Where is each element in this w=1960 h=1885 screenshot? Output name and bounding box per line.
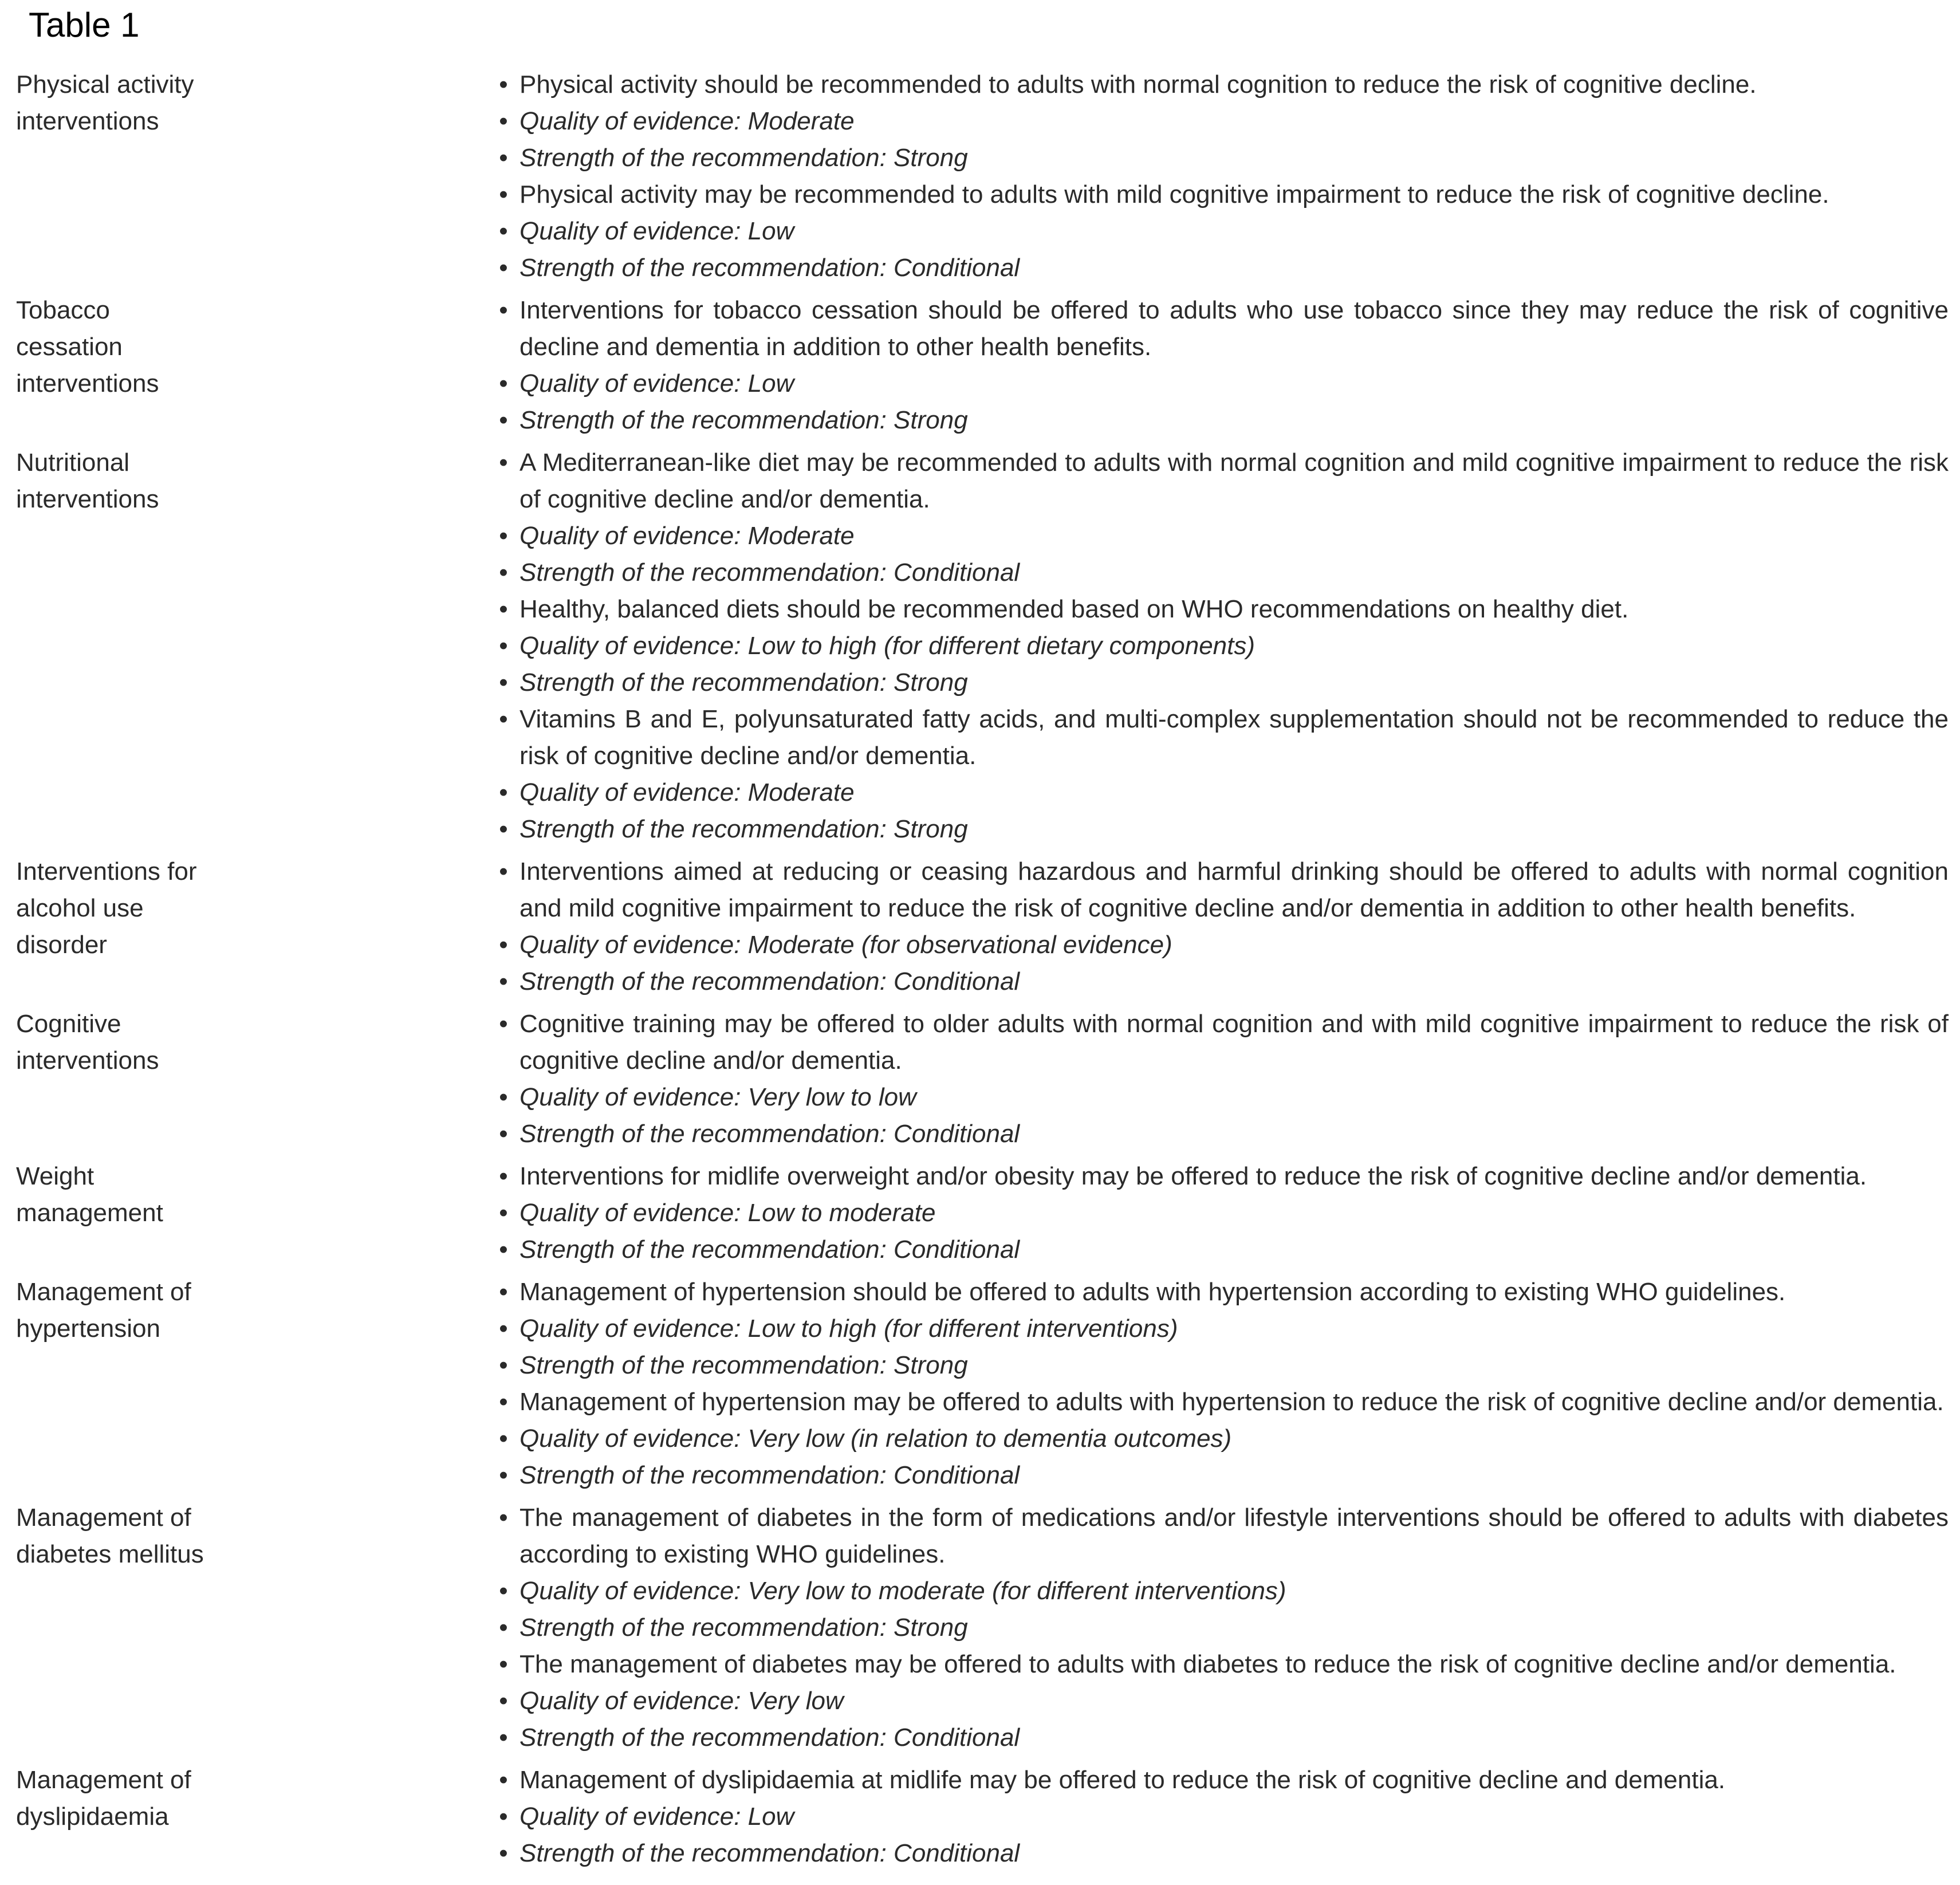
- recommendation-detail: [493, 1683, 1949, 1719]
- recommendation-detail: [493, 365, 1949, 402]
- recommendation-statement: [493, 1762, 1949, 1799]
- recommendation-detail: [493, 774, 1949, 811]
- recommendation-text: Quality of evidence: Moderate (for observational evidence): [519, 931, 1172, 959]
- recommendation-list: [493, 292, 1960, 439]
- recommendation-text: Physical activity may be recommended to adults with mild cognitive impairment to reduce the risk of cognitive decline.: [519, 180, 1829, 208]
- recommendation-text: Strength of the recommendation: Strong: [519, 406, 968, 434]
- recommendation-detail: [493, 1116, 1949, 1152]
- recommendation-text: A Mediterranean-like diet may be recommended to adults with normal cognition and mild cognitive impairment to reduce the risk of cognitive decline and/or dementia.: [519, 448, 1949, 513]
- recommendation-text: Strength of the recommendation: Strong: [519, 1614, 968, 1642]
- category-cell: [0, 292, 493, 402]
- recommendation-detail: [493, 1347, 1949, 1384]
- recommendations-table: [0, 66, 1960, 1878]
- bullet-icon: •: [499, 778, 508, 806]
- recommendation-statement: [493, 1646, 1949, 1683]
- recommendation-detail: [493, 1609, 1949, 1646]
- bullet-icon: •: [499, 107, 508, 135]
- recommendation-text: Strength of the recommendation: Conditional: [519, 1235, 1020, 1264]
- table-row: [0, 1006, 1960, 1158]
- recommendation-statement: [493, 292, 1949, 365]
- category-label: Weight management: [16, 1162, 163, 1227]
- recommendation-statement: [493, 1384, 1949, 1420]
- category-label: Interventions for alcohol use disorder: [16, 857, 197, 959]
- category-cell: [0, 853, 493, 963]
- recommendation-list: [493, 1762, 1960, 1872]
- recommendation-detail: [493, 1799, 1949, 1835]
- recommendation-list: [493, 66, 1960, 286]
- recommendation-list: [493, 1158, 1960, 1268]
- bullet-icon: •: [499, 1120, 508, 1148]
- bullet-icon: •: [499, 1278, 508, 1306]
- category-label: Management of dyslipidaemia: [16, 1766, 191, 1831]
- recommendation-text: Quality of evidence: Moderate: [519, 107, 855, 135]
- recommendation-text: Interventions for midlife overweight and/or obesity may be offered to reduce the risk of cognitive decline and/or dementia.: [519, 1162, 1867, 1190]
- table-row: [0, 1274, 1960, 1500]
- recommendation-text: Strength of the recommendation: Conditional: [519, 1120, 1020, 1148]
- recommendation-detail: [493, 1835, 1949, 1872]
- bullet-icon: •: [499, 857, 508, 886]
- category-label: Cognitive interventions: [16, 1010, 159, 1075]
- recommendation-text: Vitamins B and E, polyunsaturated fatty acids, and multi-complex supplementation should not be recommended to reduce the risk of cognitive decline and/or dementia.: [519, 705, 1949, 770]
- bullet-icon: •: [499, 406, 508, 434]
- recommendation-detail: [493, 1573, 1949, 1609]
- recommendation-text: Strength of the recommendation: Conditional: [519, 1839, 1020, 1867]
- bullet-icon: •: [499, 1839, 508, 1867]
- recommendation-detail: [493, 554, 1949, 591]
- recommendation-statement: [493, 1158, 1949, 1195]
- bullet-icon: •: [499, 369, 508, 398]
- bullet-icon: •: [499, 1388, 508, 1416]
- bullet-icon: •: [499, 705, 508, 733]
- bullet-icon: •: [499, 448, 508, 477]
- recommendation-statement: [493, 1006, 1949, 1079]
- bullet-icon: •: [499, 632, 508, 660]
- bullet-icon: •: [499, 1723, 508, 1752]
- bullet-icon: •: [499, 1803, 508, 1831]
- bullet-icon: •: [499, 1614, 508, 1642]
- bullet-icon: •: [499, 1687, 508, 1715]
- recommendation-text: Physical activity should be recommended to adults with normal cognition to reduce the risk of cognitive decline.: [519, 70, 1757, 99]
- recommendation-detail: [493, 140, 1949, 176]
- recommendation-text: Quality of evidence: Moderate: [519, 522, 855, 550]
- recommendation-statement: [493, 591, 1949, 628]
- bullet-icon: •: [499, 180, 508, 208]
- category-cell: [0, 1006, 493, 1079]
- bullet-icon: •: [499, 931, 508, 959]
- recommendation-detail: [493, 1420, 1949, 1457]
- category-cell: [0, 1274, 493, 1347]
- recommendation-statement: [493, 66, 1949, 103]
- table-row: [0, 1500, 1960, 1762]
- category-label: Tobacco cessation interventions: [16, 296, 159, 398]
- recommendation-detail: [493, 402, 1949, 439]
- table-title: Table 1: [29, 6, 140, 44]
- recommendation-text: Quality of evidence: Low: [519, 1803, 794, 1831]
- recommendation-text: Strength of the recommendation: Conditional: [519, 1723, 1020, 1752]
- recommendation-detail: [493, 103, 1949, 140]
- recommendation-text: Interventions aimed at reducing or ceasing hazardous and harmful drinking should be offered to adults with normal cognition and mild cognitive impairment to reduce the risk of cognitive decline and/or dementia in addition to other health benefits.: [519, 857, 1949, 922]
- bullet-icon: •: [499, 967, 508, 995]
- bullet-icon: •: [499, 1766, 508, 1794]
- bullet-icon: •: [499, 217, 508, 245]
- category-cell: [0, 1158, 493, 1231]
- recommendation-text: The management of diabetes in the form of medications and/or lifestyle interventions should be offered to adults with diabetes according to existing WHO guidelines.: [519, 1504, 1949, 1568]
- recommendation-detail: [493, 1719, 1949, 1756]
- recommendation-detail: [493, 1231, 1949, 1268]
- recommendation-detail: [493, 927, 1949, 963]
- bullet-icon: •: [499, 1504, 508, 1532]
- recommendation-text: Quality of evidence: Moderate: [519, 778, 855, 806]
- category-cell: [0, 444, 493, 518]
- recommendation-statement: [493, 701, 1949, 774]
- recommendation-statement: [493, 176, 1949, 213]
- category-label: Physical activity interventions: [16, 70, 194, 135]
- bullet-icon: •: [499, 70, 508, 99]
- recommendation-text: Strength of the recommendation: Conditional: [519, 1461, 1020, 1489]
- recommendation-detail: [493, 1079, 1949, 1116]
- recommendation-detail: [493, 963, 1949, 1000]
- table-row: [0, 1158, 1960, 1274]
- bullet-icon: •: [499, 1461, 508, 1489]
- recommendation-statement: [493, 1500, 1949, 1573]
- recommendation-text: Interventions for tobacco cessation should be offered to adults who use tobacco since they may reduce the risk of cognitive decline and dementia in addition to other health benefits.: [519, 296, 1949, 361]
- recommendation-detail: [493, 811, 1949, 848]
- recommendation-detail: [493, 664, 1949, 701]
- bullet-icon: •: [499, 296, 508, 324]
- category-cell: [0, 1500, 493, 1573]
- recommendation-text: Strength of the recommendation: Conditional: [519, 254, 1020, 282]
- bullet-icon: •: [499, 1315, 508, 1343]
- recommendation-text: Strength of the recommendation: Conditional: [519, 967, 1020, 995]
- table-row: [0, 853, 1960, 1006]
- bullet-icon: •: [499, 595, 508, 623]
- table-row: [0, 1762, 1960, 1878]
- recommendation-statement: [493, 444, 1949, 518]
- recommendation-text: Management of dyslipidaemia at midlife may be offered to reduce the risk of cognitive decline and dementia.: [519, 1766, 1726, 1794]
- bullet-icon: •: [499, 668, 508, 696]
- recommendation-text: Quality of evidence: Very low: [519, 1687, 844, 1715]
- table-row: [0, 66, 1960, 292]
- recommendation-list: [493, 1500, 1960, 1756]
- recommendation-detail: [493, 518, 1949, 554]
- recommendation-list: [493, 853, 1960, 1000]
- recommendation-detail: [493, 1195, 1949, 1231]
- recommendation-detail: [493, 1457, 1949, 1494]
- recommendation-list: [493, 1006, 1960, 1152]
- recommendation-statement: [493, 853, 1949, 927]
- recommendation-text: Quality of evidence: Very low (in relation to dementia outcomes): [519, 1424, 1232, 1453]
- recommendation-text: Healthy, balanced diets should be recommended based on WHO recommendations on healthy diet.: [519, 595, 1629, 623]
- recommendation-text: Strength of the recommendation: Strong: [519, 668, 968, 696]
- bullet-icon: •: [499, 558, 508, 587]
- recommendation-detail: [493, 250, 1949, 286]
- recommendation-text: Strength of the recommendation: Strong: [519, 1351, 968, 1379]
- recommendation-text: Quality of evidence: Very low to low: [519, 1083, 916, 1111]
- category-label: Management of diabetes mellitus: [16, 1504, 204, 1568]
- bullet-icon: •: [499, 1199, 508, 1227]
- recommendation-text: Management of hypertension should be offered to adults with hypertension according to existing WHO guidelines.: [519, 1278, 1786, 1306]
- category-cell: [0, 1762, 493, 1835]
- recommendation-text: Quality of evidence: Low to high (for different interventions): [519, 1315, 1178, 1343]
- bullet-icon: •: [499, 522, 508, 550]
- recommendation-text: Quality of evidence: Very low to moderate (for different interventions): [519, 1577, 1286, 1605]
- recommendation-text: Strength of the recommendation: Conditional: [519, 558, 1020, 587]
- category-label: Nutritional interventions: [16, 448, 159, 513]
- bullet-icon: •: [499, 254, 508, 282]
- recommendation-text: Strength of the recommendation: Strong: [519, 815, 968, 843]
- bullet-icon: •: [499, 1162, 508, 1190]
- bullet-icon: •: [499, 1424, 508, 1453]
- bullet-icon: •: [499, 1577, 508, 1605]
- table-row: [0, 444, 1960, 853]
- table-row: [0, 292, 1960, 444]
- recommendation-text: Management of hypertension may be offered to adults with hypertension to reduce the risk of cognitive decline and/or dementia.: [519, 1388, 1944, 1416]
- recommendation-text: Quality of evidence: Low: [519, 369, 794, 398]
- recommendation-text: Strength of the recommendation: Strong: [519, 144, 968, 172]
- recommendation-list: [493, 444, 1960, 848]
- category-cell: [0, 66, 493, 140]
- recommendation-text: Quality of evidence: Low to high (for different dietary components): [519, 632, 1255, 660]
- recommendation-detail: [493, 1311, 1949, 1347]
- bullet-icon: •: [499, 1351, 508, 1379]
- bullet-icon: •: [499, 815, 508, 843]
- bullet-icon: •: [499, 1010, 508, 1038]
- bullet-icon: •: [499, 144, 508, 172]
- recommendation-text: Quality of evidence: Low to moderate: [519, 1199, 936, 1227]
- category-label: Management of hypertension: [16, 1278, 191, 1343]
- bullet-icon: •: [499, 1083, 508, 1111]
- bullet-icon: •: [499, 1650, 508, 1678]
- recommendation-text: Quality of evidence: Low: [519, 217, 794, 245]
- recommendation-statement: [493, 1274, 1949, 1311]
- recommendation-text: The management of diabetes may be offered to adults with diabetes to reduce the risk of cognitive decline and/or dementia.: [519, 1650, 1896, 1678]
- recommendation-detail: [493, 628, 1949, 664]
- recommendation-list: [493, 1274, 1960, 1494]
- recommendation-detail: [493, 213, 1949, 250]
- bullet-icon: •: [499, 1235, 508, 1264]
- recommendation-text: Cognitive training may be offered to older adults with normal cognition and with mild cognitive impairment to reduce the risk of cognitive decline and/or dementia.: [519, 1010, 1949, 1075]
